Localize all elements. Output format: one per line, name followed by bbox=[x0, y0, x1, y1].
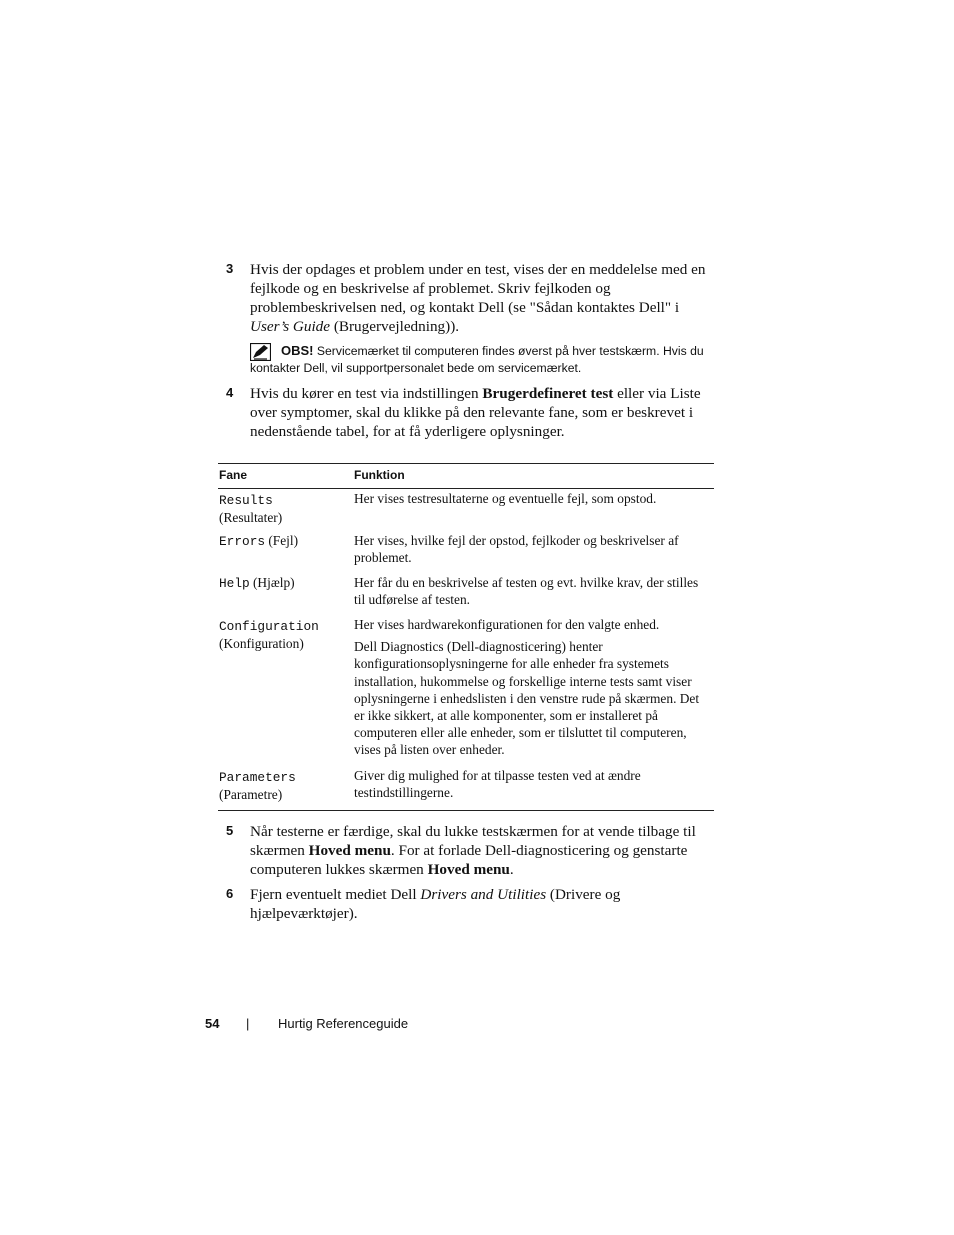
tab-cell: Results (Resultater) bbox=[219, 493, 283, 525]
table-row bbox=[218, 489, 714, 531]
tab-cell: Errors (Fejl) bbox=[219, 533, 299, 549]
diagnostics-tab-table bbox=[218, 463, 714, 811]
table-row bbox=[218, 767, 714, 810]
table-row bbox=[218, 574, 714, 616]
function-cell: Her vises, hvilke fejl der opstod, fejlkoder og beskrivelser af problemet. bbox=[354, 533, 679, 566]
table-row bbox=[218, 616, 714, 767]
note-label: OBS! bbox=[281, 343, 314, 358]
table-row bbox=[218, 531, 714, 574]
table-header bbox=[218, 464, 714, 488]
tab-cell: Help (Hjælp) bbox=[219, 575, 295, 591]
header-fane: Fane bbox=[219, 468, 248, 482]
step-number: 5 bbox=[226, 823, 234, 838]
function-cell: Her får du en beskrivelse af testen og evt. hvilke krav, der stilles til udførelse af testen. bbox=[354, 575, 699, 608]
table-bottom-rule bbox=[218, 810, 714, 811]
step-text: Hvis du kører en test via indstillingen Brugerdefineret test eller via Liste over symptomer, skal du klikke på den relevante fane, som er beskrevet i nedenstående tabel, for at få yderligere oplysninger. bbox=[250, 385, 701, 440]
footer-title: Hurtig Referenceguide bbox=[278, 1016, 409, 1031]
tab-cell: Parameters (Parametre) bbox=[219, 770, 296, 802]
function-paragraph: Her vises hardwarekonfigurationen for den valgte enhed. bbox=[354, 617, 660, 632]
step-text: Når testerne er færdige, skal du lukke testskærmen for at vende tilbage til skærmen Hoved menu. For at forlade Dell-diagnosticering og genstarte computeren lukkes skærmen Hoved menu. bbox=[250, 823, 696, 878]
function-paragraph: Dell Diagnostics (Dell-diagnosticering) henter konfigurationsoplysningerne for alle enheder fra systemets installation, hukommelse og forskellige interne tests samt viser oplysningerne i enhedslisten i den venstre rude på skærmen. Det er ikke sikkert, at alle komponenter, som er installeret på computeren eller alle enheder, som er tilsluttet til computeren, vises på listen over enheder. bbox=[354, 639, 700, 758]
note-text: OBS! Servicemærket til computeren findes øverst på hver testskærm. Hvis du kontakter Dell, vil supportpersonalet bede om servicemærket. bbox=[250, 343, 704, 375]
function-cell bbox=[354, 616, 710, 759]
function-cell: Her vises testresultaterne og eventuelle fejl, som opstod. bbox=[354, 491, 657, 506]
function-cell: Giver dig mulighed for at tilpasse testen ved at ændre testindstillingerne. bbox=[354, 768, 641, 801]
tab-cell: Configuration (Konfiguration) bbox=[219, 619, 319, 651]
step-number: 4 bbox=[226, 385, 234, 400]
header-funktion: Funktion bbox=[354, 468, 405, 482]
page-number: 54 bbox=[205, 1016, 220, 1031]
step-text: Hvis der opdages et problem under en test, vises der en meddelelse med en fejlkode og en beskrivelse af problemet. Skriv fejlkoden og problembeskrivelsen ned, og kontakt Dell (se "Sådan kontaktes Dell" i User’s Guide (Brugervejledning)). bbox=[250, 261, 706, 335]
step-text: Fjern eventuelt mediet Dell Drivers and Utilities (Drivere og hjælpeværktøjer). bbox=[250, 886, 621, 922]
step-number: 3 bbox=[226, 261, 234, 276]
step-number: 6 bbox=[226, 886, 234, 901]
footer-separator: | bbox=[246, 1016, 250, 1031]
